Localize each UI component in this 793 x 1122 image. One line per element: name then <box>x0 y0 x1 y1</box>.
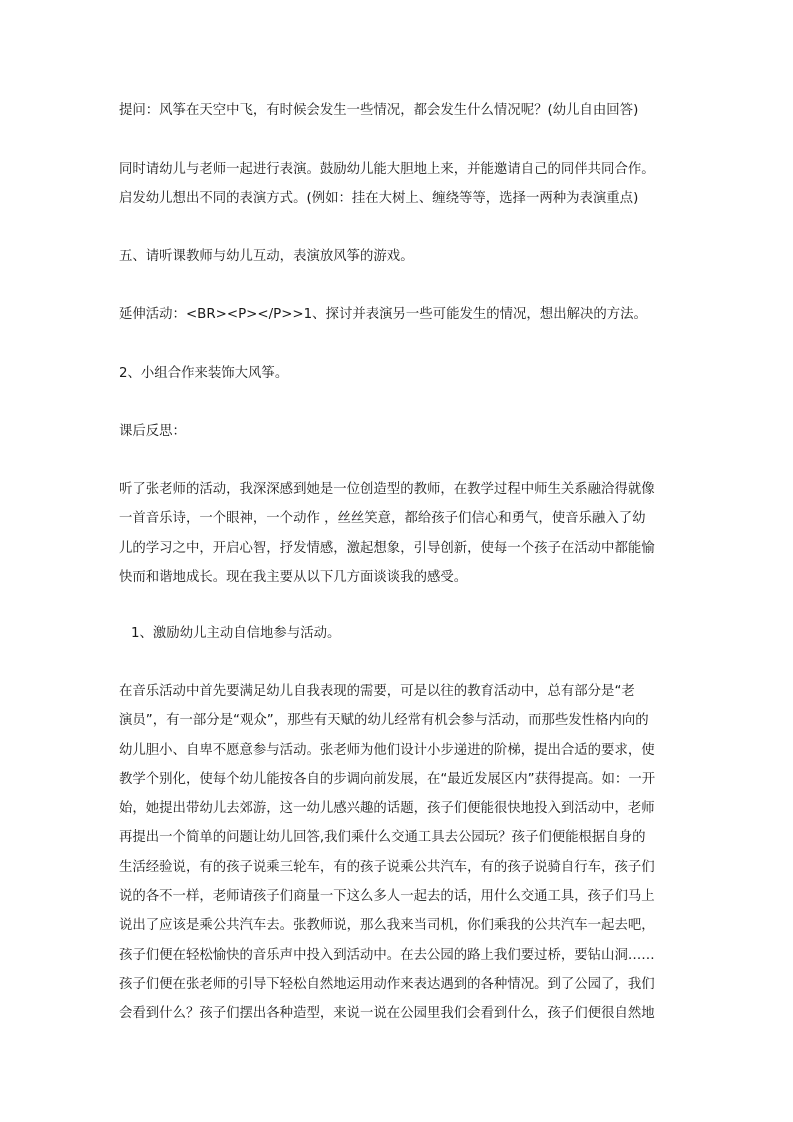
text-line: 始，她提出带幼儿去郊游，这一幼儿感兴趣的话题，孩子们便能很快地投入到活动中，老师 <box>119 801 655 817</box>
text-line: 幼儿胆小、自卑不愿意参与活动。张老师为他们设计小步递进的阶梯，提出合适的要求，使 <box>119 742 655 758</box>
text-line: 孩子们便在张老师的引导下轻松自然地运用动作来表达遇到的各种情况。到了公园了，我们 <box>119 976 655 992</box>
text-line: 生活经验说，有的孩子说乘三轮车，有的孩子说乘公共汽车，有的孩子说骑自行车，孩子们 <box>119 859 655 875</box>
text-line: 教学个别化，使每个幼儿能按各自的步调向前发展，在“最近发展区内”获得提高。如：一开 <box>119 771 656 787</box>
text-line: 快而和谐地成长。现在我主要从以下几方面谈谈我的感受。 <box>119 569 468 585</box>
paragraph-group-cooperation: 2、小组合作来装饰大风筝。 <box>119 366 289 381</box>
text-line: 孩子们便在轻松愉快的音乐声中投入到活动中。在去公园的路上我们要过桥，要钻山洞…… <box>119 947 655 963</box>
text-line: 说出了应该是乘公共汽车去。张教师说，那么我来当司机，你们乘我的公共汽车一起去吧， <box>119 918 655 934</box>
paragraph-performance-line-2: 启发幼儿想出不同的表演方式。(例如：挂在大树上、缠绕等等，选择一两种为表演重点) <box>119 191 639 206</box>
heading-reflection: 课后反思： <box>119 424 186 439</box>
paragraph-point-one-body <box>119 677 679 1029</box>
text-line: 听了张老师的活动，我深深感到她是一位创造型的教师，在教学过程中师生关系融洽得就像 <box>119 482 655 497</box>
paragraph-step-five: 五、请听课教师与幼儿互动，表演放风筝的游戏。 <box>119 249 414 264</box>
text-line: 会看到什么？孩子们摆出各种造型，来说一说在公园里我们会看到什么，孩子们便很自然地 <box>119 1006 655 1022</box>
heading-point-one: 1、激励幼儿主动自信地参与活动。 <box>131 626 341 641</box>
text-line: 在音乐活动中首先要满足幼儿自我表现的需要，可是以往的教育活动中，总有部分是“老 <box>119 684 635 699</box>
paragraph-question: 提问：风筝在天空中飞，有时候会发生一些情况，都会发生什么情况呢？(幼儿自由回答) <box>119 103 639 118</box>
text-line: 演员”，有一部分是“观众”，那些有天赋的幼儿经常有机会参与活动，而那些发性格内向的 <box>119 713 649 729</box>
paragraph-extension-activity: 延伸活动：<BR><P></P>>1、探讨并表演另一些可能发生的情况，想出解决的方法。 <box>119 307 647 322</box>
text-line: 说的各不一样，老师请孩子们商量一下这么多人一起去的话，用什么交通工具，孩子们马上 <box>119 889 655 905</box>
text-line: 一首音乐诗，一个眼神，一个动作 ，丝丝笑意，都给孩子们信心和勇气，使音乐融入了幼 <box>119 511 646 527</box>
paragraph-reflection-intro <box>119 475 679 592</box>
paragraph-performance-line-1: 同时请幼儿与老师一起进行表演。鼓励幼儿能大胆地上来，并能邀请自己的同伴共同合作。 <box>119 162 655 177</box>
text-line: 再提出一个简单的问题让幼儿回答,我们乘什么交通工具去公园玩？孩子们便能根据自身的 <box>119 830 646 846</box>
text-line: 儿的学习之中，开启心智，抒发情感，激起想象，引导创新，使每一个孩子在活动中都能愉 <box>119 540 655 556</box>
